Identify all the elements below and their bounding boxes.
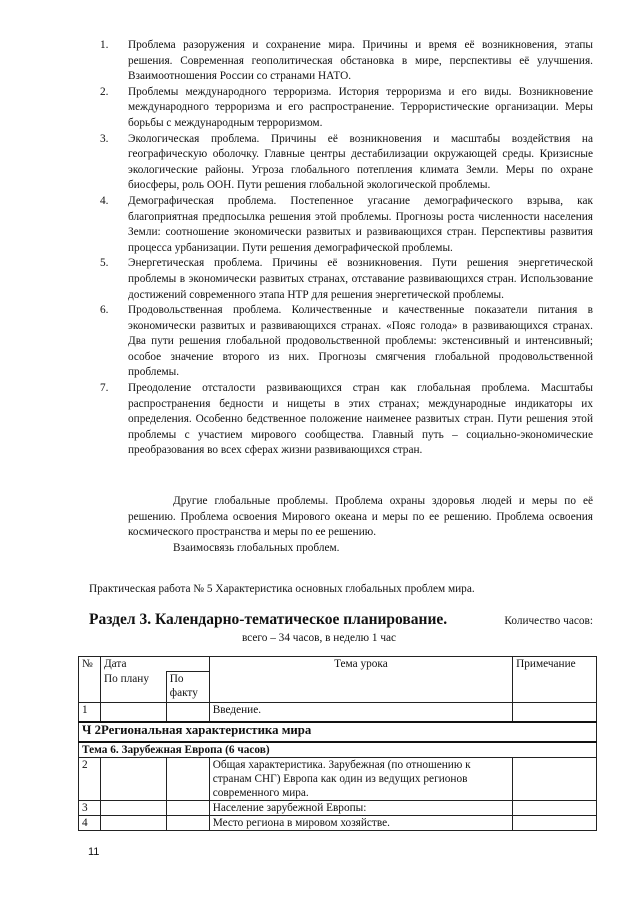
row-num: 2 — [79, 757, 101, 800]
item-text: Проблема разоружения и сохранение мира. Причины и время её возникновения, этапы решения. Современная геополитическая обстановка в мире, перспективы её улучшения. Взаимоотношения России со странами НАТО. — [128, 39, 593, 83]
row-topic: Место региона в мировом хозяйстве. — [209, 815, 512, 830]
item-number: 2. — [100, 85, 109, 98]
item-text: Энергетическая проблема. Причины её возникновения. Пути решения энергетической проблемы в экономически развитых странах, отставание развивающихся стран. Использование достижений современного этапа НТР для решения энергетической проблемы. — [128, 257, 593, 301]
table-row — [79, 800, 597, 815]
other-problems-paragraph: Другие глобальные проблемы. Проблема охраны здоровья людей и меры по её решению. Проблема освоения Мирового океана и меры по ее решению. Проблема освоения космического пространства и меры по ее решению. — [128, 495, 593, 539]
list-item — [100, 38, 593, 85]
row-note — [513, 815, 597, 830]
header-topic: Тема урока — [209, 657, 512, 703]
page-number: 11 — [88, 846, 100, 858]
header-fact: По факту — [166, 672, 209, 703]
row-num: 1 — [79, 702, 101, 722]
header-date: Дата — [100, 657, 209, 672]
table-row — [79, 702, 597, 722]
row-fact — [166, 800, 209, 815]
row-topic: Введение. — [209, 702, 512, 722]
header-num: № — [79, 657, 101, 703]
row-by-plan — [100, 757, 166, 800]
item-number: 4. — [100, 194, 109, 207]
header-by-plan: По плану — [100, 672, 166, 703]
list-item — [100, 381, 593, 459]
list-item — [100, 132, 593, 194]
row-fact — [166, 815, 209, 830]
row-topic: Население зарубежной Европы: — [209, 800, 512, 815]
practical-work: Практическая работа № 5 Характеристика основных глобальных проблем мира. — [89, 583, 475, 595]
hours-total: всего – 34 часов, в неделю 1 час — [241, 632, 397, 644]
item-number: 3. — [100, 132, 109, 145]
row-num: 4 — [79, 815, 101, 830]
topic-row — [79, 742, 597, 758]
table-header-row — [79, 657, 597, 672]
row-num: 3 — [79, 800, 101, 815]
hours-label: Количество часов: — [504, 615, 593, 627]
row-topic: Общая характеристика. Зарубежная (по отношению к странам СНГ) Европа как один из ведущих регионов современного мира. — [209, 757, 512, 800]
row-note — [513, 702, 597, 722]
item-number: 5. — [100, 257, 109, 270]
row-by-plan — [100, 702, 166, 722]
item-text: Экологическая проблема. Причины её возникновения и масштабы воздействия на географическую оболочку. Главные центры дестабилизации окружающей среды. Кризисные экологические районы. Угроза глобального потепления климата Земли. Меры по охране биосферы, роль ООН. Пути решения глобальной экологической проблемы. — [128, 132, 593, 192]
item-text: Демографическая проблема. Постепенное угасание демографического взрыва, как благоприятная предпосылка решения этой проблемы. Прогнозы роста численности населения Земли: соотношение экономически развитых и развивающихся стран. Перспективы развития процесса урбанизации. Пути решения демографической проблемы. — [128, 194, 593, 254]
topic-row-title: Тема 6. Зарубежная Европа (6 часов) — [79, 742, 597, 758]
planning-table — [78, 656, 597, 831]
item-text: Продовольственная проблема. Количественные и качественные показатели питания в экономически развитых и развивающихся странах. «Пояс голода» в развивающихся странах. Два пути решения глобальной продовольственной проблемы: экстенсивный и интенсивный; особое значение второго из них. Прогнозы смягчения глобальной продовольственной проблемы. — [128, 304, 593, 379]
item-number: 1. — [100, 39, 109, 51]
section-row — [79, 722, 597, 742]
item-number: 7. — [100, 382, 109, 395]
row-note — [513, 757, 597, 800]
list-item — [100, 194, 593, 256]
problems-list — [100, 38, 593, 459]
row-by-plan — [100, 800, 166, 815]
list-item — [100, 256, 593, 303]
list-item — [100, 303, 593, 381]
item-number: 6. — [100, 304, 109, 317]
header-note: Примечание — [513, 657, 597, 703]
row-fact — [166, 757, 209, 800]
interrelation-paragraph: Взаимосвязь глобальных проблем. — [173, 542, 340, 554]
row-by-plan — [100, 815, 166, 830]
table-row — [79, 757, 597, 800]
row-fact — [166, 702, 209, 722]
section-row-title: Ч 2Региональная характеристика мира — [79, 722, 597, 742]
list-item — [100, 85, 593, 132]
section-title: Раздел 3. Календарно-тематическое планирование. — [89, 611, 448, 628]
row-note — [513, 800, 597, 815]
item-text: Проблемы международного терроризма. История терроризма и его виды. Возникновение международного терроризма и его распространение. Террористические организации. Меры борьбы с международным терроризмом. — [128, 85, 593, 129]
item-text: Преодоление отсталости развивающихся стран как глобальная проблема. Масштабы распространения бедности и нищеты в этих странах; международные индикаторы их определения. Особенно бедственное положение наименее развитых стран. Пути решения этой проблемы с участием мирового сообщества. Главный путь – социально-экономические преобразования во всех сферах жизни развивающихся стран. — [128, 382, 593, 457]
table-row — [79, 815, 597, 830]
